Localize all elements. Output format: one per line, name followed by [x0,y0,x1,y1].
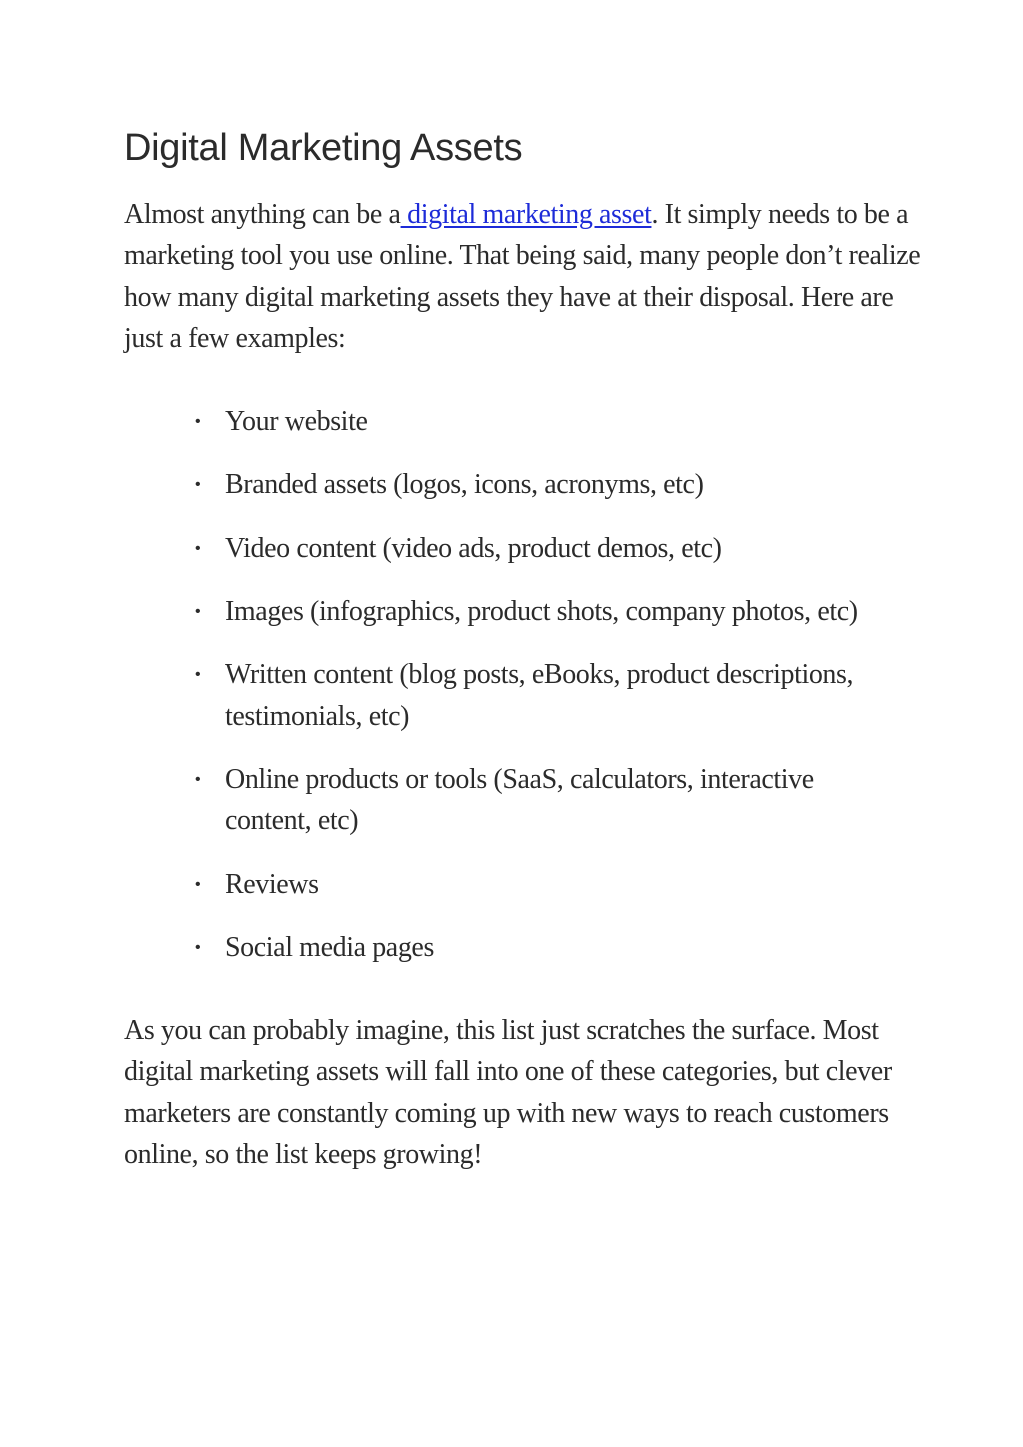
intro-text-after-link: . It simply needs to be a marketing tool you use online. That being said, many people don’t realize how many digital marketing assets they have at their disposal. Here are just a few examples: [124,199,921,354]
bullet-icon: • [195,938,201,956]
list-item [195,401,924,442]
bullet-icon: • [195,875,201,893]
list-item [195,864,924,905]
list-item-text: Written content (blog posts, eBooks, product descriptions, testimonials, etc) [225,659,854,732]
intro-paragraph [124,194,924,359]
bullet-icon: • [195,603,201,621]
closing-paragraph: As you can probably imagine, this list just scratches the surface. Most digital marketing assets will fall into one of these categories, but clever marketers are constantly coming up with new ways to reach customers online, so the list keeps growing! [124,1015,892,1171]
document-page [124,122,924,1175]
list-item-text: Video content (video ads, product demos, etc) [225,532,722,564]
examples-list [124,401,924,968]
bullet-icon: • [195,539,201,557]
bullet-icon: • [195,770,201,788]
list-item [195,654,924,737]
list-item-text: Online products or tools (SaaS, calculators, interactive content, etc) [225,763,814,837]
digital-marketing-asset-link[interactable]: digital marketing asset [400,199,652,230]
list-item [195,591,924,632]
intro-text-before-link: Almost anything can be a [124,199,401,230]
bullet-icon: • [195,413,201,431]
page-title: Digital Marketing Assets [124,127,523,169]
list-item-text: Social media pages [225,931,434,963]
list-item-text: Images (infographics, product shots, company photos, etc) [225,596,858,628]
bullet-icon: • [195,476,201,494]
list-item [195,528,924,569]
bullet-icon: • [195,666,201,684]
list-item [195,927,924,968]
list-item-text: Reviews [225,868,319,900]
list-item [195,759,924,842]
list-item-text: Branded assets (logos, icons, acronyms, etc) [225,469,704,501]
list-item-text: Your website [225,406,368,438]
list-item [195,464,924,505]
